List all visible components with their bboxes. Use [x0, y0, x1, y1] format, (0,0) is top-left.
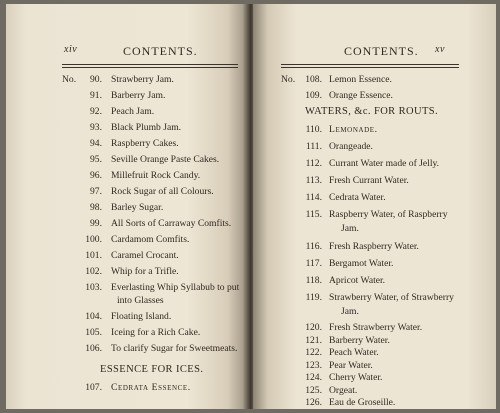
right-page-title: CONTENTS. [344, 44, 419, 58]
list-item [62, 266, 242, 278]
entry-number: 115. [305, 209, 322, 220]
entry-number: 102. [85, 266, 102, 277]
entry-title: Currant Water made of Jelly. [329, 158, 440, 169]
entry-number: 97. [90, 186, 102, 197]
entry-title: Pear Water. [329, 359, 373, 371]
entry-title: Cherry Water. [329, 372, 383, 383]
list-item [281, 292, 481, 318]
entry-title: Fresh Currant Water. [329, 175, 409, 186]
entry-number: 96. [90, 170, 102, 181]
list-item [62, 382, 242, 394]
entry-title: Strawberry Water, of Strawberry [329, 292, 454, 303]
list-item [62, 218, 242, 230]
entry-number: 118. [305, 275, 322, 286]
list-item [281, 241, 481, 253]
left-page-header [6, 44, 247, 60]
section-heading: WATERS, &c. FOR ROUTS. [305, 106, 439, 117]
entry-number: 90. [90, 74, 102, 85]
list-item [281, 275, 481, 287]
list-item [281, 335, 481, 347]
entry-title: Peach Jam. [111, 106, 155, 117]
entry-number: 119. [305, 292, 322, 303]
list-item [281, 347, 481, 359]
list-item [62, 154, 242, 166]
entry-title: Whip for a Trifle. [111, 266, 179, 277]
entry-title: Black Plumb Jam. [111, 122, 182, 133]
entry-title: Floating Island. [111, 311, 172, 322]
list-item [62, 90, 242, 102]
entry-number: 108. [305, 74, 322, 85]
entry-number: 124. [305, 372, 322, 383]
entry-number: 126. [305, 397, 322, 408]
entry-title: Barley Sugar. [111, 202, 164, 213]
entry-title: Bergamot Water. [329, 258, 394, 269]
list-item [281, 192, 481, 204]
entry-number: 112. [305, 158, 322, 169]
entry-title: Rock Sugar of all Colours. [111, 186, 214, 197]
entry-number: 100. [85, 234, 102, 245]
number-label: No. [62, 74, 77, 85]
section-heading: ESSENCE FOR ICES. [100, 364, 204, 375]
entry-number: 107. [85, 382, 102, 393]
entry-number: 117. [305, 258, 322, 269]
list-item [281, 360, 481, 372]
entry-title: Lemonade. [329, 124, 378, 135]
list-item [62, 74, 242, 86]
entry-title-continuation: into Glasses [117, 295, 164, 306]
list-item [281, 175, 481, 187]
list-item [62, 138, 242, 150]
entry-title: Fresh Raspberry Water. [329, 241, 419, 252]
list-item [62, 106, 242, 118]
entry-number: 106. [85, 343, 102, 354]
entry-title: Seville Orange Paste Cakes. [111, 154, 220, 165]
entry-title: Cedrata Water. [329, 192, 386, 203]
entry-number: 92. [90, 106, 102, 117]
list-item [62, 202, 242, 214]
list-item [62, 327, 242, 339]
list-item [62, 186, 242, 198]
right-page [253, 4, 496, 409]
list-item [62, 234, 242, 246]
left-folio: xiv [64, 44, 78, 55]
entry-number: 121. [305, 334, 322, 346]
entry-number: 114. [305, 192, 322, 203]
entry-number: 101. [85, 250, 102, 261]
entry-number: 103. [85, 282, 102, 293]
entry-number: 91. [90, 90, 102, 101]
left-page [6, 4, 247, 409]
entry-title: All Sorts of Carraway Comfits. [111, 218, 232, 229]
entry-title: Orange Essence. [329, 90, 393, 101]
list-item [281, 124, 481, 136]
entry-title: Raspberry Cakes. [111, 138, 179, 149]
entry-title: Raspberry Water, of Raspberry [329, 209, 448, 220]
entry-number: 95. [90, 154, 102, 165]
right-page-header [253, 44, 496, 60]
entry-number: 123. [305, 359, 322, 371]
entry-number: 104. [85, 311, 102, 322]
list-item [281, 322, 481, 334]
entry-title: Millefruit Rock Candy. [111, 170, 201, 181]
list-item [281, 74, 481, 86]
entry-title: Apricot Water. [329, 275, 386, 286]
entry-title: Lemon Essence. [329, 74, 392, 85]
list-item [62, 282, 242, 308]
entry-number: 98. [90, 202, 102, 213]
entry-title: Barberry Jam. [111, 90, 166, 101]
right-folio: xv [435, 44, 445, 55]
list-item [62, 343, 242, 355]
list-item [281, 372, 481, 384]
entry-number: 110. [305, 124, 322, 135]
entry-number: 94. [90, 138, 102, 149]
list-item [281, 158, 481, 170]
number-label: No. [281, 74, 296, 85]
entry-number: 109. [305, 90, 322, 101]
entry-title: To clarify Sugar for Sweetmeats. [111, 343, 238, 354]
entry-number: 99. [90, 218, 102, 229]
entry-number: 116. [305, 241, 322, 252]
entry-number: 113. [305, 175, 322, 186]
list-item [281, 209, 481, 235]
entry-title: Barberry Water. [329, 334, 390, 346]
list-item [281, 258, 481, 270]
entry-title: Orgeat. [329, 384, 358, 396]
entry-number: 120. [305, 322, 322, 333]
entry-title: Eau de Groseille. [329, 397, 396, 408]
list-item [62, 122, 242, 134]
entry-title: Orangeade. [329, 141, 373, 152]
list-item [281, 141, 481, 153]
left-page-title: CONTENTS. [123, 44, 198, 58]
entry-title-continuation: Jam. [341, 223, 359, 234]
list-item [62, 170, 242, 182]
entry-title: Cardamom Comfits. [111, 234, 190, 245]
entry-title: Peach Water. [329, 347, 379, 358]
left-header-rule [62, 64, 238, 68]
entry-number: 105. [85, 327, 102, 338]
entry-title: Everlasting Whip Syllabub to put [111, 282, 240, 293]
list-item [62, 250, 242, 262]
list-item [281, 385, 481, 397]
entry-title: Iceing for a Rich Cake. [111, 327, 201, 338]
entry-title: Fresh Strawberry Water. [329, 322, 423, 333]
entry-number: 125. [305, 384, 322, 396]
entry-number: 111. [305, 141, 322, 152]
entry-title: Cedrata Essence. [111, 382, 191, 393]
list-item [281, 90, 481, 102]
entry-number: 93. [90, 122, 102, 133]
entry-title-continuation: Jam. [341, 306, 359, 317]
right-header-rule [281, 64, 459, 68]
entry-title: Strawberry Jam. [111, 74, 174, 85]
entry-title: Caramel Crocant. [111, 250, 179, 261]
open-book [6, 4, 496, 409]
list-item [62, 311, 242, 323]
list-item [281, 397, 481, 409]
entry-number: 122. [305, 347, 322, 358]
